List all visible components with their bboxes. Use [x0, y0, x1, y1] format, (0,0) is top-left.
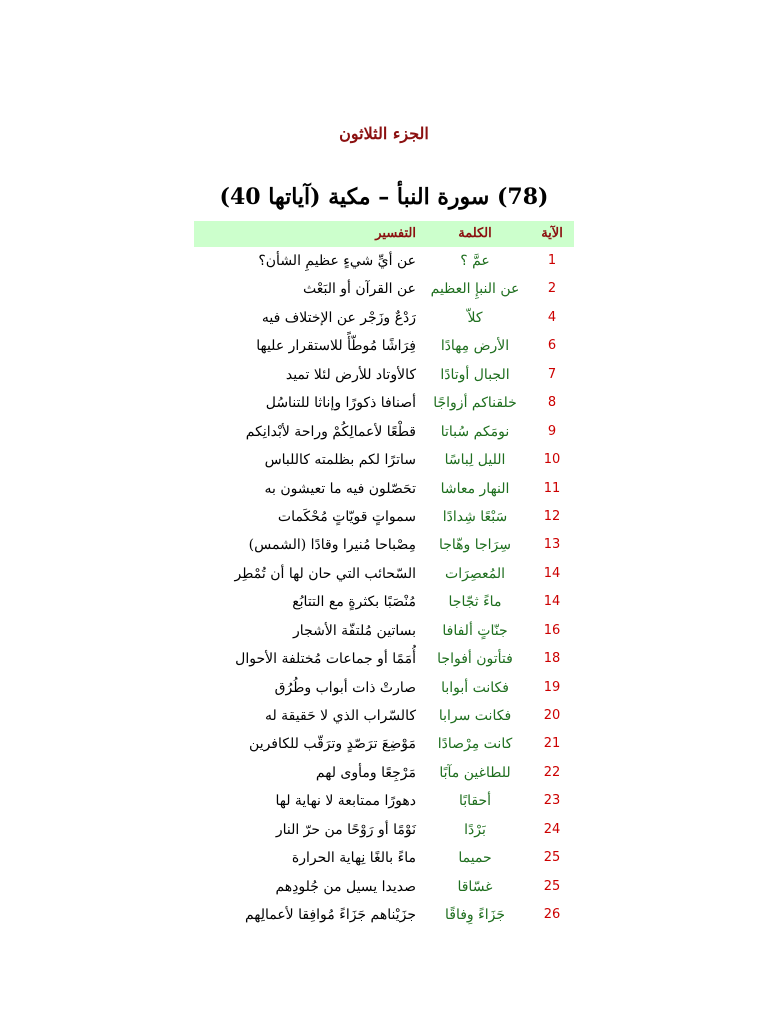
tafsir-text: دهورًا ممتابعة لا نهاية لها — [275, 793, 416, 810]
verse-number: 13 — [543, 537, 561, 553]
verse-number: 23 — [543, 793, 561, 809]
vocabulary-word: الليل لِباسًا — [444, 452, 506, 469]
verse-number: 9 — [547, 423, 557, 439]
table-row — [194, 275, 574, 303]
table-row — [194, 901, 574, 929]
table-row — [194, 304, 574, 332]
table-row — [194, 873, 574, 901]
verse-number: 18 — [543, 651, 561, 667]
verse-number: 19 — [543, 679, 561, 695]
verse-number: 7 — [547, 366, 557, 382]
tafsir-text: كالسّراب الذي لا حَقيقة له — [264, 708, 416, 724]
table-body — [194, 247, 574, 930]
table-row — [194, 787, 574, 815]
table-row — [194, 531, 574, 559]
vocabulary-word: عمَّ ؟ — [460, 253, 490, 269]
vocabulary-word: غسّاقا — [457, 878, 493, 895]
tafsir-text: أصنافا ذكورًا وإناثا للتناسُل — [265, 395, 416, 412]
verse-number: 11 — [543, 480, 561, 496]
tafsir-text: أُمَمًا أو جماعات مُختلفة الأحوال — [235, 651, 416, 668]
table-row — [194, 702, 574, 730]
tafsir-text: عن القرآن أو البَعْث — [302, 281, 416, 298]
table-row — [194, 560, 574, 588]
table-row — [194, 247, 574, 275]
table-header — [194, 221, 574, 247]
vocabulary-word: فكانت سرابا — [438, 708, 512, 724]
vocabulary-word: فكانت أبوابا — [441, 679, 509, 696]
verse-number: 4 — [547, 309, 557, 325]
table-row — [194, 361, 574, 389]
tafsir-text: كالأوتاد للأرض لئلا تميد — [285, 366, 416, 383]
table-row — [194, 617, 574, 645]
table-row — [194, 674, 574, 702]
vocabulary-word: عن النبإِ العظيم — [430, 281, 520, 298]
verse-number: 24 — [543, 821, 561, 837]
word-column-header: الكلمة — [458, 226, 492, 241]
tafsir-text: ساترًا لكم بظلمته كاللباس — [264, 452, 416, 469]
verse-number: 1 — [547, 253, 557, 268]
table-row — [194, 418, 574, 446]
vocabulary-word: أحقابًا — [458, 793, 492, 810]
vocabulary-word: كانت مِرْصادًا — [437, 736, 513, 753]
vocabulary-word: فتأتون أفواجا — [437, 651, 513, 668]
verse-number: 16 — [543, 622, 561, 638]
tafsir-text: عن أيِّ شيءٍ عظيمِ الشأن؟ — [258, 253, 416, 269]
verse-number: 2 — [547, 281, 557, 297]
tafsir-text: مِصْباحا مُنيرا وقادًا (الشمس) — [248, 537, 416, 554]
table-row — [194, 588, 574, 616]
tafsir-text: مَرْجِعًا ومأوى لهم — [315, 764, 416, 781]
verse-number: 6 — [547, 338, 557, 354]
tafsir-text: ماءً بالغًا نِهاية الحرارة — [291, 850, 416, 867]
tafsir-text: صارتْ ذات أبواب وطُرُق — [274, 679, 416, 696]
vocabulary-word: النهار معاشا — [440, 480, 510, 497]
verse-number: 25 — [543, 878, 561, 894]
vocabulary-word: نومَكم سُباتا — [440, 423, 510, 440]
verse-number: 20 — [543, 708, 561, 723]
table-row — [194, 730, 574, 758]
vocabulary-table — [194, 221, 574, 930]
verse-number: 14 — [543, 565, 561, 581]
vocabulary-word: الأرض مِهادًا — [440, 338, 510, 355]
tafsir-column-header: التفسير — [375, 226, 416, 241]
vocabulary-word: الجبال أوتادًا — [440, 366, 510, 383]
table-row — [194, 844, 574, 872]
table-row — [194, 816, 574, 844]
verse-column-header: الآية — [541, 226, 563, 241]
table-row — [194, 503, 574, 531]
verse-number: 12 — [543, 508, 561, 524]
tafsir-text: مَوْضِعَ ترَصّدٍ وترَقّب للكافرين — [249, 736, 416, 753]
vocabulary-word: كلاّ — [467, 309, 483, 326]
vocabulary-word: ماءً ثجّاجا — [448, 594, 502, 611]
tafsir-text: تحَصّلون فيه ما تعيشون به — [264, 480, 416, 497]
tafsir-text: سمواتٍ قويّاتٍ مُحْكَمات — [277, 508, 416, 525]
verse-number: 10 — [543, 452, 561, 468]
verse-number: 26 — [543, 907, 561, 923]
tafsir-text: بساتين مُلتفّة الأشجار — [293, 622, 416, 639]
vocabulary-word: حميما — [458, 850, 492, 867]
tafsir-text: صديدا يسيل من جُلودِهم — [275, 878, 416, 895]
tafsir-text: جزَيْناهم جَزَاءً مُوافِقا لأعمالِهم — [244, 907, 416, 924]
part-title: الجزء الثلاثون — [339, 124, 429, 143]
table-row — [194, 645, 574, 673]
table-row — [194, 759, 574, 787]
verse-number: 22 — [543, 764, 561, 780]
table-row — [194, 389, 574, 417]
tafsir-text: رَدْعٌ وزَجْر عن الإختلاف فيه — [261, 309, 416, 326]
vocabulary-word: بَرْدًا — [464, 821, 486, 838]
verse-number: 8 — [547, 395, 557, 411]
vocabulary-word: سِرَاجا وهّاجا — [438, 537, 512, 554]
tafsir-text: قطْعًا لأعمالِكُمْ وراحة لأبْدانِكم — [245, 423, 416, 440]
table-row — [194, 446, 574, 474]
tafsir-text: مُنْصَبًا بكثرةٍ مع التتابُع — [292, 594, 416, 611]
tafsir-text: السّحائب التي حان لها أن تُمْطِر — [234, 565, 416, 582]
surah-title: (78) سورة النبأ – مكية (آياتها 40) — [219, 184, 549, 210]
vocabulary-word: جنّاتٍ ألفافا — [442, 622, 508, 639]
vocabulary-word: سَبْعًا شِدادًا — [442, 508, 508, 525]
table-row — [194, 475, 574, 503]
tafsir-text: فِرَاشًا مُوطّأً للاستقرار عليها — [256, 338, 416, 355]
verse-number: 21 — [543, 736, 561, 752]
vocabulary-word: للطاغين مآبًا — [439, 764, 511, 781]
vocabulary-word: جَزَاءً وِفاقًا — [445, 907, 505, 924]
verse-number: 14 — [543, 594, 561, 610]
tafsir-text: نَوْمًا أو رَوْحًا من حرّ النار — [275, 821, 416, 838]
vocabulary-word: المُعصِرَات — [445, 565, 505, 582]
vocabulary-word: خلقناكم أزواجًا — [433, 395, 517, 412]
verse-number: 25 — [543, 850, 561, 866]
table-row — [194, 332, 574, 360]
